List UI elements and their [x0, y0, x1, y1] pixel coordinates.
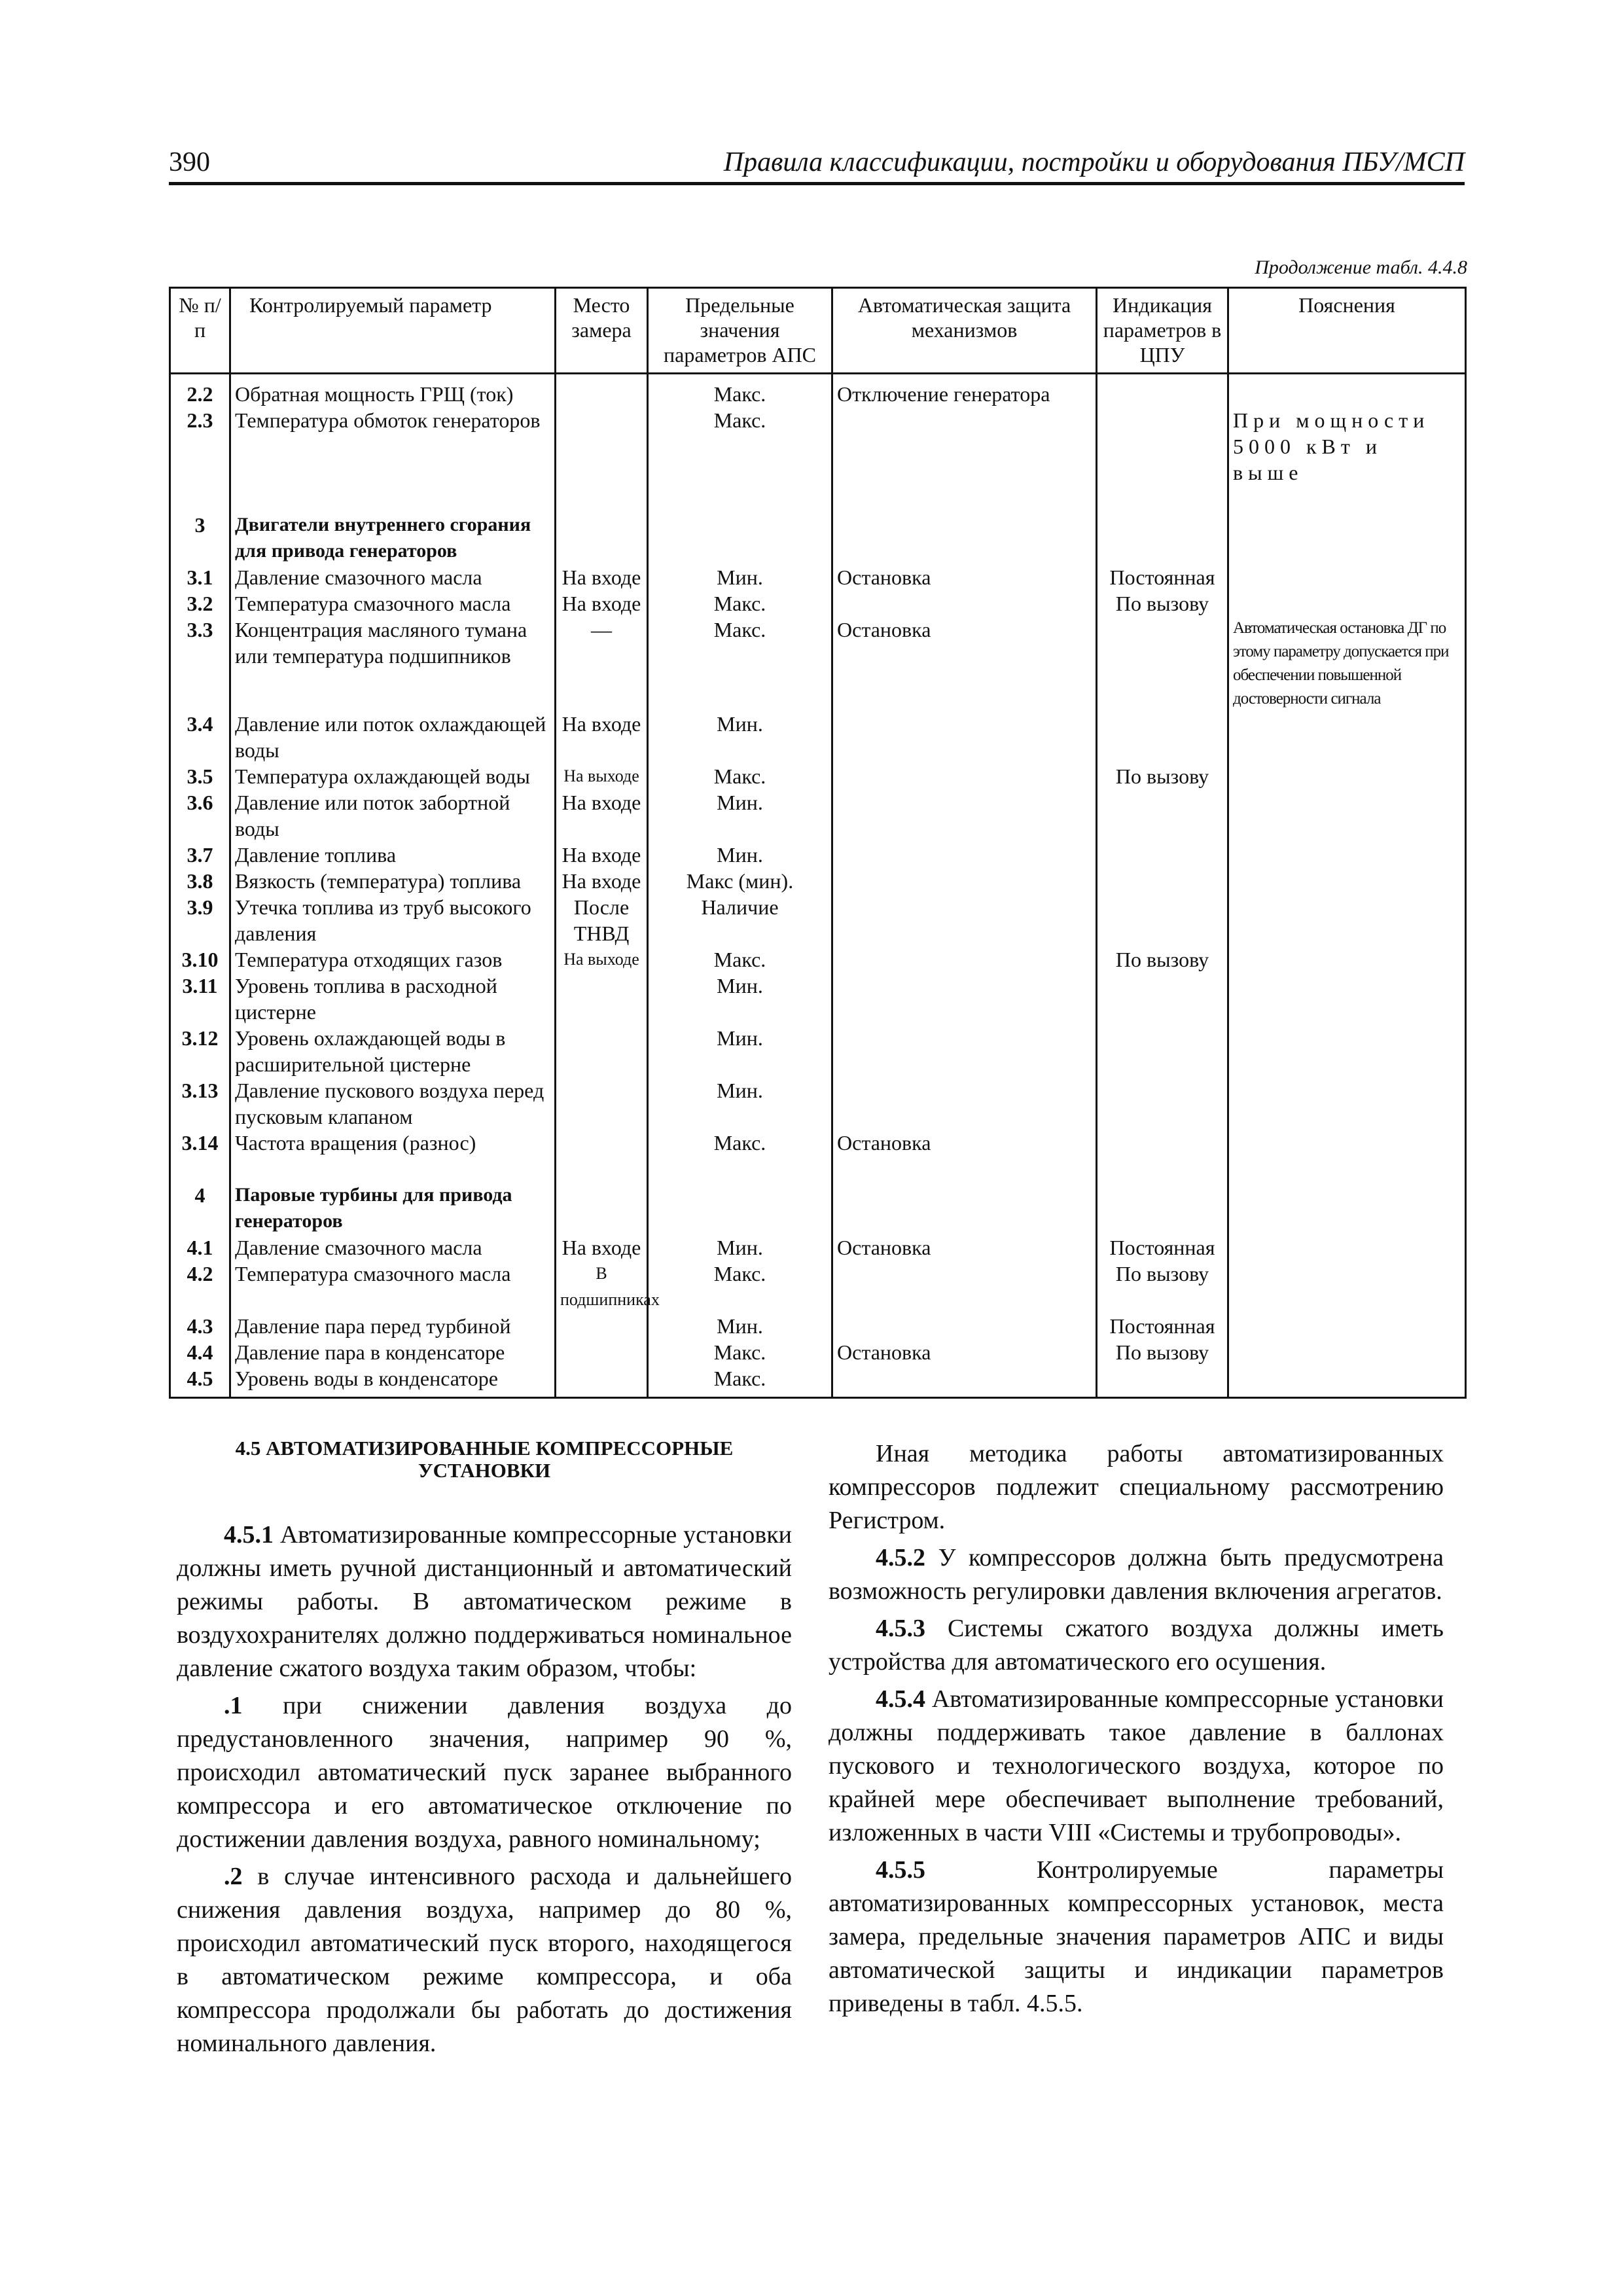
page-header: [169, 143, 1465, 185]
row-note: [1228, 486, 1466, 564]
row-param: Температура смазочного масла: [230, 1261, 556, 1313]
paragraph-4-5-2: [829, 1541, 1444, 1608]
header-place: Место замера: [556, 288, 648, 374]
row-indication: [1097, 868, 1228, 894]
row-protection: [832, 868, 1097, 894]
table-row: [170, 868, 1466, 894]
row-protection: [832, 894, 1097, 946]
row-protection: [832, 711, 1097, 763]
row-protection: [832, 842, 1097, 868]
row-num: 3.13: [170, 1077, 230, 1130]
row-num: 3.3: [170, 617, 230, 711]
table-row: [170, 590, 1466, 617]
row-param: Уровень охлаждающей воды в расширительной цистерне: [230, 1025, 556, 1077]
row-indication: [1097, 1025, 1228, 1077]
row-param: Двигатели внутреннего сгорания для привода генераторов: [230, 486, 556, 564]
row-limit: [648, 1156, 832, 1234]
table-row: [170, 374, 1466, 408]
row-indication: [1097, 1077, 1228, 1130]
row-limit: Мин.: [648, 842, 832, 868]
row-num: 3: [170, 486, 230, 564]
row-note: [1228, 1339, 1466, 1365]
row-limit: Макс.: [648, 1261, 832, 1313]
clause-number: 4.5.2: [876, 1544, 925, 1571]
row-limit: Мин.: [648, 1077, 832, 1130]
right-column: [829, 1437, 1444, 2020]
row-param: Давление пара перед турбиной: [230, 1313, 556, 1339]
row-num: 3.14: [170, 1130, 230, 1156]
table-row: [170, 842, 1466, 868]
row-note: [1228, 789, 1466, 842]
paragraph-4-5-4: [829, 1683, 1444, 1850]
row-place: На входе: [556, 711, 648, 763]
row-limit: Макс.: [648, 407, 832, 486]
table-row: [170, 763, 1466, 789]
row-note: [1228, 711, 1466, 763]
row-indication: [1097, 711, 1228, 763]
table-row: [170, 1130, 1466, 1156]
header-param: Контролируемый параметр: [230, 288, 556, 374]
header-notes: Пояснения: [1228, 288, 1466, 374]
paragraph-other-method: Иная методика работы автоматизированных компрессоров подлежит специальному рассмотрению Регистром.: [829, 1440, 1444, 1534]
row-param: Уровень топлива в расходной цистерне: [230, 973, 556, 1025]
row-limit: Наличие: [648, 894, 832, 946]
row-protection: [832, 1077, 1097, 1130]
table-group-row: [170, 486, 1466, 564]
row-note: [1228, 407, 1466, 486]
paragraph-text: У компрессоров должна быть предусмотрена возможность регулировки давления включения агрегатов.: [829, 1544, 1444, 1605]
row-note: [1228, 1077, 1466, 1130]
row-place: На выходе: [556, 763, 648, 789]
row-note: [1228, 763, 1466, 789]
row-indication: Постоянная: [1097, 1234, 1228, 1261]
row-param: Температура смазочного масла: [230, 590, 556, 617]
row-note: [1228, 946, 1466, 973]
row-place: [556, 1339, 648, 1365]
row-protection: [832, 1156, 1097, 1234]
row-note: [1228, 1313, 1466, 1339]
row-note: [1228, 590, 1466, 617]
row-indication: Постоянная: [1097, 564, 1228, 590]
row-protection: [832, 789, 1097, 842]
row-place: На входе: [556, 1234, 648, 1261]
row-place: [556, 407, 648, 486]
item-number: .1: [224, 1692, 243, 1719]
row-note: [1228, 868, 1466, 894]
table-row: [170, 1234, 1466, 1261]
row-place: [556, 1025, 648, 1077]
row-protection: [832, 1365, 1097, 1398]
row-protection: Отключение генератора: [832, 374, 1097, 408]
row-limit: Макс.: [648, 617, 832, 711]
parameters-table: [169, 287, 1467, 1399]
row-num: 2.2: [170, 374, 230, 408]
row-protection: [832, 590, 1097, 617]
row-indication: Постоянная: [1097, 1313, 1228, 1339]
paragraph-text: Контролируемые параметры автоматизированных компрессорных установок, места замера, предельные значения параметров АПС и виды автоматической защиты и индикации параметров приведены в табл. 4.5.5.: [829, 1856, 1444, 2017]
row-protection: [832, 486, 1097, 564]
row-limit: Макс.: [648, 946, 832, 973]
row-limit: Макс.: [648, 1130, 832, 1156]
table-row: [170, 894, 1466, 946]
row-note-text: При мощности 5000 кВт и выше: [1233, 408, 1430, 484]
row-protection: Остановка: [832, 1234, 1097, 1261]
row-note: Автоматическая остановка ДГ по этому параметру допускается при обеспечении повышенной достоверности сигнала: [1228, 617, 1466, 711]
row-place: [556, 1130, 648, 1156]
row-place: На входе: [556, 868, 648, 894]
row-protection: Остановка: [832, 1339, 1097, 1365]
row-place: —: [556, 617, 648, 711]
item-number: .2: [224, 1863, 243, 1890]
row-place: [556, 374, 648, 408]
table-row: [170, 1365, 1466, 1398]
row-indication: [1097, 1156, 1228, 1234]
row-place: На входе: [556, 590, 648, 617]
running-title: Правила классификации, постройки и оборудования ПБУ/МСП: [723, 147, 1465, 177]
row-param: Давление смазочного масла: [230, 1234, 556, 1261]
table-row: [170, 564, 1466, 590]
row-protection: [832, 407, 1097, 486]
header-protection: Автоматическая защита механизмов: [832, 288, 1097, 374]
row-note: [1228, 1261, 1466, 1313]
clause-number: 4.5.1: [224, 1521, 274, 1549]
row-limit: Макс.: [648, 763, 832, 789]
row-limit: Мин.: [648, 1313, 832, 1339]
table-row: [170, 617, 1466, 711]
table-row: [170, 1313, 1466, 1339]
row-note: [1228, 1025, 1466, 1077]
item-text: в случае интенсивного расхода и дальнейшего снижения давления воздуха, например до 80 %, происходил автоматический пуск второго, находящегося в автоматическом режиме компрессора, и оба компрессора продолжали бы работать до достижения номинального давления.: [177, 1863, 793, 2057]
page-number: 390: [169, 147, 210, 177]
row-protection: Остановка: [832, 617, 1097, 711]
table-group-row: [170, 1156, 1466, 1234]
list-item-2: [177, 1860, 792, 2060]
row-place: В подшипниках: [556, 1261, 648, 1313]
row-indication: По вызову: [1097, 946, 1228, 973]
clause-number: 4.5.3: [876, 1615, 925, 1642]
row-protection: [832, 1261, 1097, 1313]
row-note: [1228, 842, 1466, 868]
clause-number: 4.5.4: [876, 1685, 925, 1713]
row-num: 3.10: [170, 946, 230, 973]
left-column: [177, 1437, 792, 2060]
paragraph-4-5-3: [829, 1612, 1444, 1679]
row-note: [1228, 374, 1466, 408]
row-param: Температура обмоток генераторов: [230, 407, 556, 486]
table-row: [170, 1025, 1466, 1077]
row-place: На выходе: [556, 946, 648, 973]
row-param: Уровень воды в конденсаторе: [230, 1365, 556, 1398]
table-row: [170, 1077, 1466, 1130]
row-num: 4.3: [170, 1313, 230, 1339]
table-row: [170, 1339, 1466, 1365]
row-param: Частота вращения (разнос): [230, 1130, 556, 1156]
row-num: 3.1: [170, 564, 230, 590]
row-indication: [1097, 973, 1228, 1025]
row-limit: Макс.: [648, 1339, 832, 1365]
paragraph-text: Автоматизированные компрессорные установки должны иметь ручной дистанционный и автоматический режимы работы. В автоматическом режиме в воздухохранителях должно поддерживаться номинальное давление сжатого воздуха таким образом, чтобы:: [177, 1521, 792, 1682]
row-protection: Остановка: [832, 1130, 1097, 1156]
row-num: 4: [170, 1156, 230, 1234]
row-num: 3.12: [170, 1025, 230, 1077]
row-param: Давление или поток забортной воды: [230, 789, 556, 842]
list-item-1: [177, 1689, 792, 1856]
row-num: 4.2: [170, 1261, 230, 1313]
row-param: Концентрация масляного тумана или температура подшипников: [230, 617, 556, 711]
row-note: [1228, 1234, 1466, 1261]
row-num: 3.11: [170, 973, 230, 1025]
paragraph-text: Системы сжатого воздуха должны иметь устройства для автоматического его осушения.: [829, 1615, 1444, 1676]
row-protection: [832, 1025, 1097, 1077]
row-indication: [1097, 842, 1228, 868]
table-row: [170, 789, 1466, 842]
row-num: 3.9: [170, 894, 230, 946]
row-num: 3.6: [170, 789, 230, 842]
row-limit: Макс.: [648, 374, 832, 408]
row-indication: По вызову: [1097, 590, 1228, 617]
row-protection: [832, 763, 1097, 789]
table-header-row: [170, 288, 1466, 374]
row-num: 4.5: [170, 1365, 230, 1398]
row-note: [1228, 1156, 1466, 1234]
table-row: [170, 973, 1466, 1025]
row-limit: Мин.: [648, 711, 832, 763]
row-note: [1228, 973, 1466, 1025]
row-num: 3.2: [170, 590, 230, 617]
header-num: № п/п: [170, 288, 230, 374]
row-note: [1228, 564, 1466, 590]
row-param: Давление или поток охлаждающей воды: [230, 711, 556, 763]
section-title: 4.5 АВТОМАТИЗИРОВАННЫЕ КОМПРЕССОРНЫЕ УСТАНОВКИ: [235, 1437, 734, 1482]
item-text: при снижении давления воздуха до предустановленного значения, например 90 %, происходил автоматический пуск заранее выбранного компрессора и его автоматическое отключение по достижении давления воздуха, равного номинальному;: [177, 1692, 793, 1853]
row-limit: Мин.: [648, 973, 832, 1025]
row-limit: Макс.: [648, 590, 832, 617]
table-row: [170, 407, 1466, 486]
row-place: [556, 486, 648, 564]
clause-number: 4.5.5: [876, 1856, 925, 1884]
row-indication: По вызову: [1097, 1261, 1228, 1313]
row-indication: [1097, 617, 1228, 711]
row-limit: Мин.: [648, 1234, 832, 1261]
table-row: [170, 946, 1466, 973]
paragraph-4-5-1: [177, 1518, 792, 1685]
row-indication: [1097, 894, 1228, 946]
row-num: 3.5: [170, 763, 230, 789]
row-protection: [832, 946, 1097, 973]
row-param: Давление смазочного масла: [230, 564, 556, 590]
row-indication: [1097, 374, 1228, 408]
row-limit: [648, 486, 832, 564]
row-param: Паровые турбины для привода генераторов: [230, 1156, 556, 1234]
row-note: [1228, 1365, 1466, 1398]
row-protection: Остановка: [832, 564, 1097, 590]
paragraph-text: Автоматизированные компрессорные установки должны поддерживать такое давление в баллонах пускового и технологического воздуха, которое по крайней мере обеспечивает выполнение требований, изложенных в части VIII «Системы и трубопроводы».: [829, 1685, 1444, 1846]
row-protection: [832, 973, 1097, 1025]
row-param: Давление топлива: [230, 842, 556, 868]
row-place: После ТНВД: [556, 894, 648, 946]
table-row: [170, 1261, 1466, 1313]
row-param: Вязкость (температура) топлива: [230, 868, 556, 894]
row-num: 3.7: [170, 842, 230, 868]
header-limit: Предельные значения параметров АПС: [648, 288, 832, 374]
row-place: [556, 1077, 648, 1130]
row-num: 2.3: [170, 407, 230, 486]
row-limit: Мин.: [648, 789, 832, 842]
row-place: На входе: [556, 842, 648, 868]
row-indication: По вызову: [1097, 1339, 1228, 1365]
row-protection: [832, 1313, 1097, 1339]
row-place: [556, 1156, 648, 1234]
row-param: Утечка топлива из труб высокого давления: [230, 894, 556, 946]
table-row: [170, 711, 1466, 763]
row-limit: Макс (мин).: [648, 868, 832, 894]
row-place: На входе: [556, 564, 648, 590]
paragraph-4-5-5: [829, 1854, 1444, 2020]
row-param: Температура охлаждающей воды: [230, 763, 556, 789]
table-continuation-label: Продолжение табл. 4.4.8: [1255, 257, 1467, 278]
row-indication: [1097, 789, 1228, 842]
row-note: [1228, 1130, 1466, 1156]
row-num: 4.1: [170, 1234, 230, 1261]
row-place: [556, 1313, 648, 1339]
row-indication: [1097, 1130, 1228, 1156]
row-param: Давление пускового воздуха перед пусковым клапаном: [230, 1077, 556, 1130]
row-indication: По вызову: [1097, 763, 1228, 789]
row-num: 3.8: [170, 868, 230, 894]
row-param: Температура отходящих газов: [230, 946, 556, 973]
row-place: На входе: [556, 789, 648, 842]
row-param: Давление пара в конденсаторе: [230, 1339, 556, 1365]
row-indication: [1097, 407, 1228, 486]
header-indication: Индикация параметров в ЦПУ: [1097, 288, 1228, 374]
row-num: 3.4: [170, 711, 230, 763]
row-limit: Макс.: [648, 1365, 832, 1398]
row-limit: Мин.: [648, 564, 832, 590]
row-indication: [1097, 486, 1228, 564]
row-note: [1228, 894, 1466, 946]
row-param: Обратная мощность ГРЩ (ток): [230, 374, 556, 408]
row-place: [556, 973, 648, 1025]
row-num: 4.4: [170, 1339, 230, 1365]
row-limit: Мин.: [648, 1025, 832, 1077]
row-place: [556, 1365, 648, 1398]
row-indication: [1097, 1365, 1228, 1398]
